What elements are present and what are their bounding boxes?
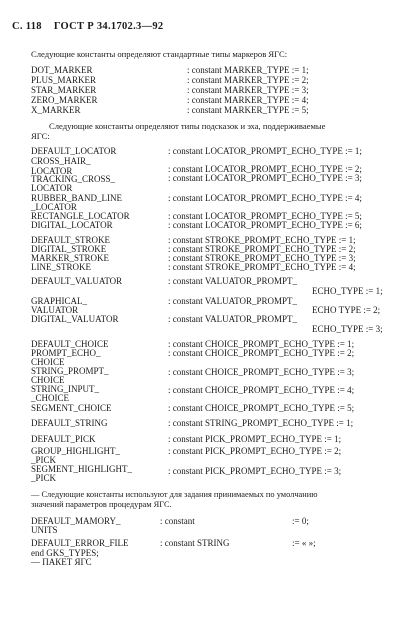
const-name: MARKER_STROKE xyxy=(31,253,110,263)
const-name: _LOCATOR xyxy=(31,202,77,212)
const-name: DEFAULT_MAMORY_ xyxy=(31,516,121,526)
const-name: DEFAULT_STRING xyxy=(31,418,108,428)
intro-prompts-cont: ЯГС: xyxy=(31,131,50,141)
standard-code: ГОСТ Р 34.1702.3—92 xyxy=(53,21,164,32)
const-name: LINE_STROKE xyxy=(31,262,91,272)
end-statement: end GKS_TYPES; xyxy=(31,548,99,558)
const-name: GRAPHICAL_ xyxy=(31,296,88,306)
intro-prompts: Следующие константы определяют типы подсказок и эха, поддерживаемые xyxy=(49,121,326,131)
const-name: GROUP_HIGHLIGHT_ xyxy=(31,446,120,456)
const-def: : constant LOCATOR_PROMPT_ECHO_TYPE := 4; xyxy=(168,193,362,203)
package-comment: — ПАКЕТ ЯГС xyxy=(31,557,92,567)
const-def: : constant CHOICE_PROMPT_ECHO_TYPE := 4; xyxy=(168,385,355,395)
const-name: DIGITAL_LOCATOR xyxy=(31,220,113,230)
const-def: : constant STROKE_PROMPT_ECHO_TYPE := 1; xyxy=(168,235,356,245)
defaults-intro: — Следующие константы используют для задания принимаемых по умолчанию xyxy=(31,490,318,499)
const-def: : constant MARKER_TYPE := 5; xyxy=(187,105,309,115)
const-name: CROSS_HAIR_ xyxy=(31,156,91,166)
const-name: STAR_MARKER xyxy=(31,85,97,95)
const-name: DEFAULT_PICK xyxy=(31,434,96,444)
const-name: _PICK xyxy=(31,473,57,483)
const-value: := « »; xyxy=(292,538,316,548)
const-name: RECTANGLE_LOCATOR xyxy=(31,211,130,221)
const-def: : constant LOCATOR_PROMPT_ECHO_TYPE := 1; xyxy=(168,146,362,156)
const-name: _CHOICE xyxy=(31,393,69,403)
const-name: _PICK xyxy=(31,455,57,465)
const-name: LOCATOR xyxy=(31,166,73,176)
const-def: : constant CHOICE_PROMPT_ECHO_TYPE := 1; xyxy=(168,339,355,349)
const-name: VALUATOR xyxy=(31,305,79,315)
const-name: DIGITAL_STROKE xyxy=(31,244,107,254)
const-def: : constant CHOICE_PROMPT_ECHO_TYPE := 3; xyxy=(168,367,355,377)
const-name: DEFAULT_ERROR_FILE xyxy=(31,538,129,548)
const-def: : constant LOCATOR_PROMPT_ECHO_TYPE := 5; xyxy=(168,211,362,221)
const-name: SEGMENT_HIGHLIGHT_ xyxy=(31,464,132,474)
const-name: PLUS_MARKER xyxy=(31,75,97,85)
const-def: : constant STRING xyxy=(160,538,230,548)
const-name: X_MARKER xyxy=(31,105,81,115)
const-def: : constant LOCATOR_PROMPT_ECHO_TYPE := 6; xyxy=(168,220,362,230)
const-def-cont: ECHO_TYPE := 1; xyxy=(312,286,383,296)
const-def: : constant STROKE_PROMPT_ECHO_TYPE := 4; xyxy=(168,262,356,272)
const-def: : constant PICK_PROMPT_ECHO_TYPE := 3; xyxy=(168,466,342,476)
const-def: : constant MARKER_TYPE := 1; xyxy=(187,65,309,75)
intro-markers: Следующие константы определяют стандартные типы маркеров ЯГС: xyxy=(31,49,288,59)
const-name: DEFAULT_LOCATOR xyxy=(31,146,117,156)
const-name: STRING_INPUT_ xyxy=(31,384,100,394)
const-name: ZERO_MARKER xyxy=(31,95,98,105)
page-header xyxy=(12,21,163,32)
const-name: DEFAULT_STROKE xyxy=(31,235,111,245)
const-name: STRING_PROMPT_ xyxy=(31,366,109,376)
const-def: : constant LOCATOR_PROMPT_ECHO_TYPE := 2; xyxy=(168,164,362,174)
const-name: LOCATOR xyxy=(31,183,73,193)
const-def: : constant MARKER_TYPE := 2; xyxy=(187,75,309,85)
page-number: С. 118 xyxy=(12,21,42,32)
const-def: : constant STRING_PROMPT_ECHO_TYPE := 1; xyxy=(168,418,354,428)
const-def: : constant CHOICE_PROMPT_ECHO_TYPE := 2; xyxy=(168,348,355,358)
const-name: DIGITAL_VALUATOR xyxy=(31,314,119,324)
const-name: RUBBER_BAND_LINE xyxy=(31,193,123,203)
const-def: : constant VALUATOR_PROMPT_ xyxy=(168,296,298,306)
const-name: TRACKING_CROSS_ xyxy=(31,174,116,184)
const-name: CHOICE xyxy=(31,375,65,385)
const-name: DEFAULT_CHOICE xyxy=(31,339,109,349)
const-def: : constant LOCATOR_PROMPT_ECHO_TYPE := 3; xyxy=(168,173,362,183)
const-value: := 0; xyxy=(292,516,309,526)
const-def: : constant PICK_PROMPT_ECHO_TYPE := 2; xyxy=(168,446,342,456)
const-name: CHOICE xyxy=(31,357,65,367)
const-def: : constant PICK_PROMPT_ECHO_TYPE := 1; xyxy=(168,434,342,444)
const-def: : constant CHOICE_PROMPT_ECHO_TYPE := 5; xyxy=(168,403,355,413)
const-name: DEFAULT_VALUATOR xyxy=(31,276,123,286)
const-def: : constant VALUATOR_PROMPT_ xyxy=(168,314,298,324)
const-name: DOT_MARKER xyxy=(31,65,93,75)
const-def: : constant MARKER_TYPE := 4; xyxy=(187,95,309,105)
const-def: : constant xyxy=(160,516,195,526)
const-def-cont: ECHO TYPE := 2; xyxy=(312,305,381,315)
const-def: : constant MARKER_TYPE := 3; xyxy=(187,85,309,95)
const-name: UNITS xyxy=(31,525,58,535)
const-def-cont: ECHO_TYPE := 3; xyxy=(312,324,383,334)
defaults-intro-cont: значений параметров процедурам ЯГС. xyxy=(31,500,172,509)
const-name: SEGMENT_CHOICE xyxy=(31,403,112,413)
const-def: : constant STROKE_PROMPT_ECHO_TYPE := 3; xyxy=(168,253,356,263)
const-def: : constant STROKE_PROMPT_ECHO_TYPE := 2; xyxy=(168,244,356,254)
const-def: : constant VALUATOR_PROMPT_ xyxy=(168,276,298,286)
const-name: PROMPT_ECHO_ xyxy=(31,348,101,358)
